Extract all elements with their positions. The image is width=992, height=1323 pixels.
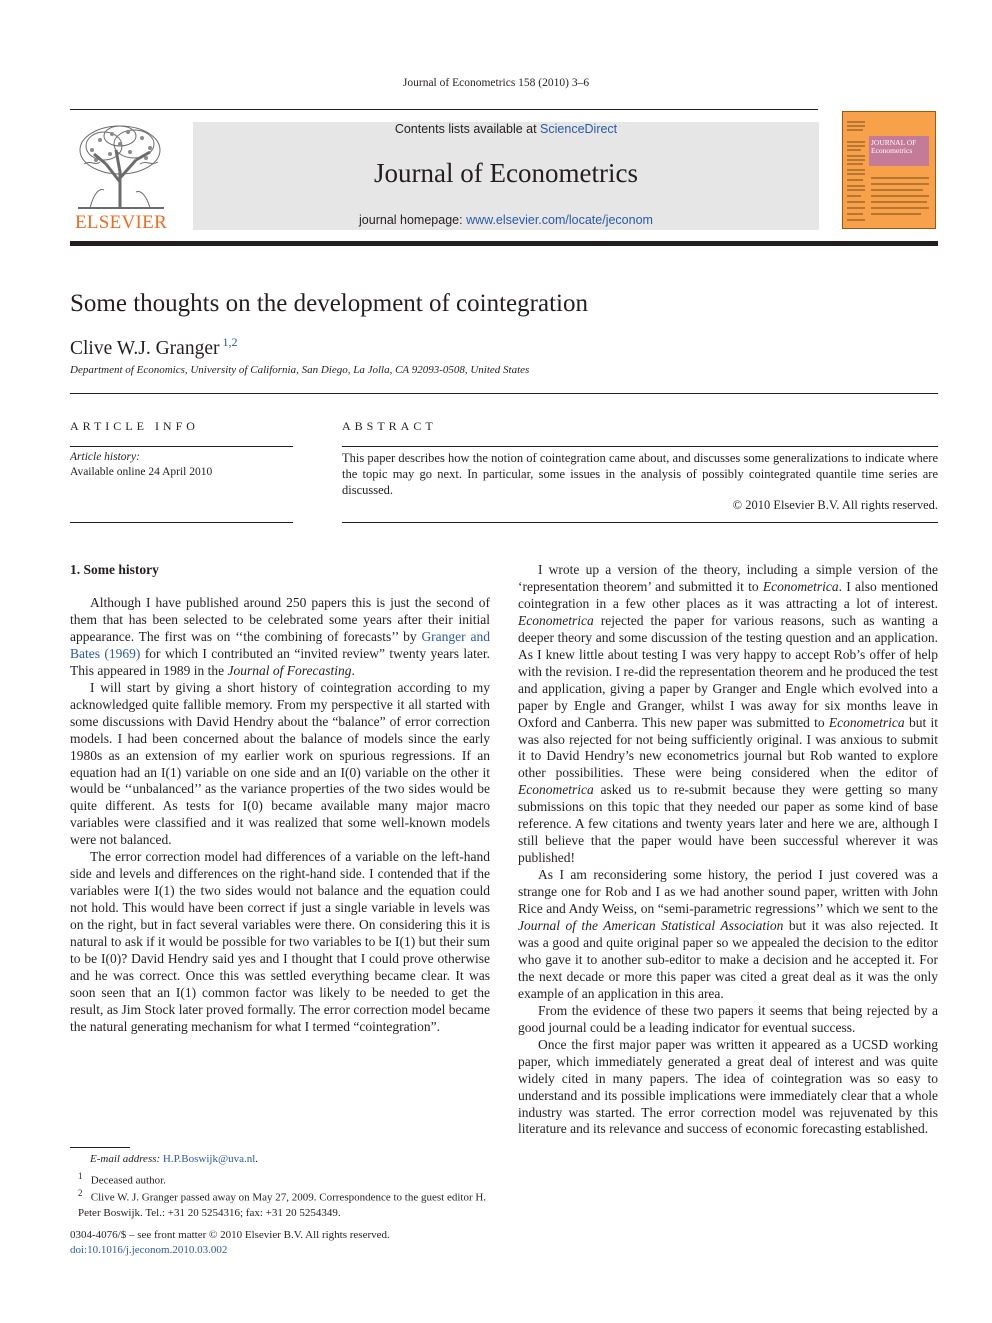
body-column-left	[70, 595, 490, 1036]
journal-masthead	[193, 122, 819, 230]
paragraph-text: but it was also rejected for not being sufficiently original. I was anxious to submit it to David Hendry’s new econometrics journal but Rob wanted to explore other possibilities. These were being considered when the editor of	[518, 714, 938, 781]
author-name: Clive W.J. Granger	[70, 338, 220, 359]
paragraph-text: but it was also rejected. It was a good and quite original paper so we appealed the decision to the editor who gave it to another sub-editor to make a decision and he accepted it. For the next decade or more this paper was cited a great deal as it was the only example of an application in this area.	[518, 918, 938, 1001]
masthead-rule	[70, 241, 938, 246]
journal-name: Econometrica	[518, 782, 594, 798]
journal-cover-thumbnail[interactable]	[842, 111, 936, 229]
history-value: Available online 24 April 2010	[70, 466, 213, 478]
homepage-line	[193, 213, 819, 227]
cover-title: JOURNAL OF Econometrics	[871, 138, 917, 155]
header-rule	[70, 109, 818, 110]
doi-link[interactable]: doi:10.1016/j.jeconom.2010.03.002	[70, 1244, 228, 1256]
footnote-text: Clive W. J. Granger passed away on May 27, 2009. Correspondence to the guest editor H. Peter Boswijk. Tel.: +31 20 5254316; fax: +31 20 5254349.	[78, 1191, 487, 1219]
journal-name: Econometrica	[518, 612, 594, 628]
article-info-rule	[70, 446, 293, 447]
paragraph-text: rejected the paper for various reasons, such as wanting a deeper theory and some discussion of the testing question and an application. As I knew little about testing I was very happy to accept Rob’s offer of help with the revision. I re-did the representation theorem and he produced the test and application, giving a paper by Granger and Engle which evolved into a paper by Engle and Granger, whilst I was away for six months leave in Oxford and Canberra. This new paper was submitted to	[518, 612, 938, 730]
cover-title-panel	[869, 136, 929, 166]
citation-link[interactable]: Granger and Bates (1969)	[70, 628, 490, 661]
section-heading: 1. Some history	[70, 562, 159, 577]
homepage-prefix: journal homepage:	[359, 213, 467, 227]
publisher-name: ELSEVIER	[74, 212, 168, 233]
footnote-email	[70, 1152, 490, 1167]
paragraph-text: As I am reconsidering some history, the period I just covered was a strange one for Rob and I as we had another sound paper, written with John Rice and Andy Weiss, on “semi-parametric regressions’’ which we sent to the	[518, 867, 938, 917]
body-column-right	[518, 562, 938, 1138]
cover-lines-icon	[843, 112, 937, 230]
issn-line: 0304-4076/$ – see front matter © 2010 Elsevier B.V. All rights reserved.	[70, 1229, 390, 1241]
journal-name: Journal of the American Statistical Association	[518, 918, 784, 934]
paragraph-text: for which I contributed an “invited review” twenty years later. This appeared in 1989 in the	[70, 645, 491, 678]
abstract-end-rule	[342, 522, 938, 523]
email-label: E-mail address:	[90, 1153, 161, 1165]
publisher-logo[interactable]	[70, 120, 172, 234]
abstract-rule	[342, 446, 938, 447]
footnote-text: .	[255, 1153, 259, 1165]
abstract-text: This paper describes how the notion of cointegration came about, and discusses some generalizations to indicate where the topic may go next. In particular, some issues in the analysis of possibly cointegrated quantile time series are discussed.	[342, 451, 938, 497]
elsevier-tree-icon	[70, 120, 172, 212]
paragraph	[518, 867, 938, 1003]
author-line	[70, 335, 237, 360]
footnote-mark: 1	[78, 1171, 83, 1181]
article-title: Some thoughts on the development of cointegration	[70, 290, 588, 317]
paragraph-text: .	[351, 662, 355, 678]
journal-name: Econometrica	[762, 578, 839, 594]
footnote-mark: 2	[78, 1188, 83, 1198]
running-head: Journal of Econometrics 158 (2010) 3–6	[402, 77, 590, 89]
paragraph	[518, 562, 938, 867]
paragraph-text: . I also mentioned cointegration in a few other places as it was attracting a lot of interest.	[518, 578, 938, 611]
paragraph-text: Although I have published around 250 papers this is just the second of them that has been selected to be celebrated some years after their initial appearance. The first was on ‘‘the combining of forecasts’’ by	[70, 595, 490, 644]
footnote-rule	[70, 1147, 130, 1148]
history-label: Article history:	[70, 451, 140, 463]
paragraph-text: I wrote up a version of the theory, including a simple version of the ‘representation theorem’ and submitted it to	[518, 562, 938, 594]
paragraph-text: asked us to re-submit because they were getting so many submissions on this topic that they needed our paper as some kind of base reference. A few citations and twenty years later and here we are, although I still believe that the paper would have been successful wherever it was published!	[518, 782, 938, 866]
footnote-text: Deceased author.	[90, 1174, 166, 1187]
homepage-link[interactable]: www.elsevier.com/locate/jeconom	[466, 213, 653, 227]
article-info-heading: ARTICLE INFO	[70, 419, 199, 433]
sciencedirect-link[interactable]: ScienceDirect	[540, 122, 618, 136]
footnote-2	[70, 1186, 490, 1221]
paragraph	[70, 595, 490, 680]
affiliation: Department of Economics, University of California, San Diego, La Jolla, CA 92093-0508, United States	[70, 364, 530, 376]
email-link[interactable]: H.P.Boswijk@uva.nl	[162, 1153, 256, 1165]
author-footnote-marks[interactable]: 1,2	[222, 335, 238, 349]
journal-title[interactable]: Journal of Econometrics	[374, 158, 638, 188]
paragraph: From the evidence of these two papers it seems that being rejected by a good journal could be a leading indicator for eventual success.	[518, 1002, 938, 1035]
journal-name: Journal of Forecasting	[227, 662, 352, 678]
contents-line	[193, 122, 819, 136]
article-info-end-rule	[70, 522, 293, 523]
info-rule	[70, 393, 938, 394]
contents-prefix: Contents lists available at	[394, 122, 541, 136]
abstract-heading: ABSTRACT	[342, 419, 437, 433]
journal-name: Econometrica	[828, 714, 905, 730]
abstract-copyright: © 2010 Elsevier B.V. All rights reserved.	[732, 498, 938, 512]
paragraph: The error correction model had differences of a variable on the left-hand side and levels and differences on the right-hand side. I contended that if the variables were I(1) the two sides would not balance and the equation could not hold. This would have been correct if just a single variable in levels was on the right, but in fact several variables were there. On considering this it is natural to ask if it would be possible for two variables to be I(1) but their sum to be I(0)? David Hendry said yes and I thought that I could prove otherwise and he was correct. Once this was settled everything became clear. It was soon seen that an I(1) common factor was likely to be needed to get the result, as Jim Stock later proved formally. The error correction model became the natural generating mechanism for what I termed “cointegration”.	[70, 849, 490, 1034]
paragraph: Once the first major paper was written it appeared as a UCSD working paper, which immediately generated a great deal of interest and was quite widely cited in many papers. The idea of cointegration was so easy to understand and its possible implications were immediately clear that a whole industry was started. The error correction model was rejuvenated by this literature and its relevance and success of economic forecasting established.	[518, 1036, 938, 1137]
paragraph: I will start by giving a short history of cointegration according to my acknowledged quite fallible memory. From my perspective it all started with some discussions with David Hendry about the “balance” of error correction models. I had been concerned about the balance of models since the early 1980s as an extension of my earlier work on spurious regressions. If an equation had an I(1) variable on one side and an I(0) variable on the other it would be ‘‘unbalanced’’ as the variance properties of the two sides would be quite different. As tests for I(0) became available many major macro variables were classified and it was realized that some well-known models were not balanced.	[70, 679, 490, 848]
